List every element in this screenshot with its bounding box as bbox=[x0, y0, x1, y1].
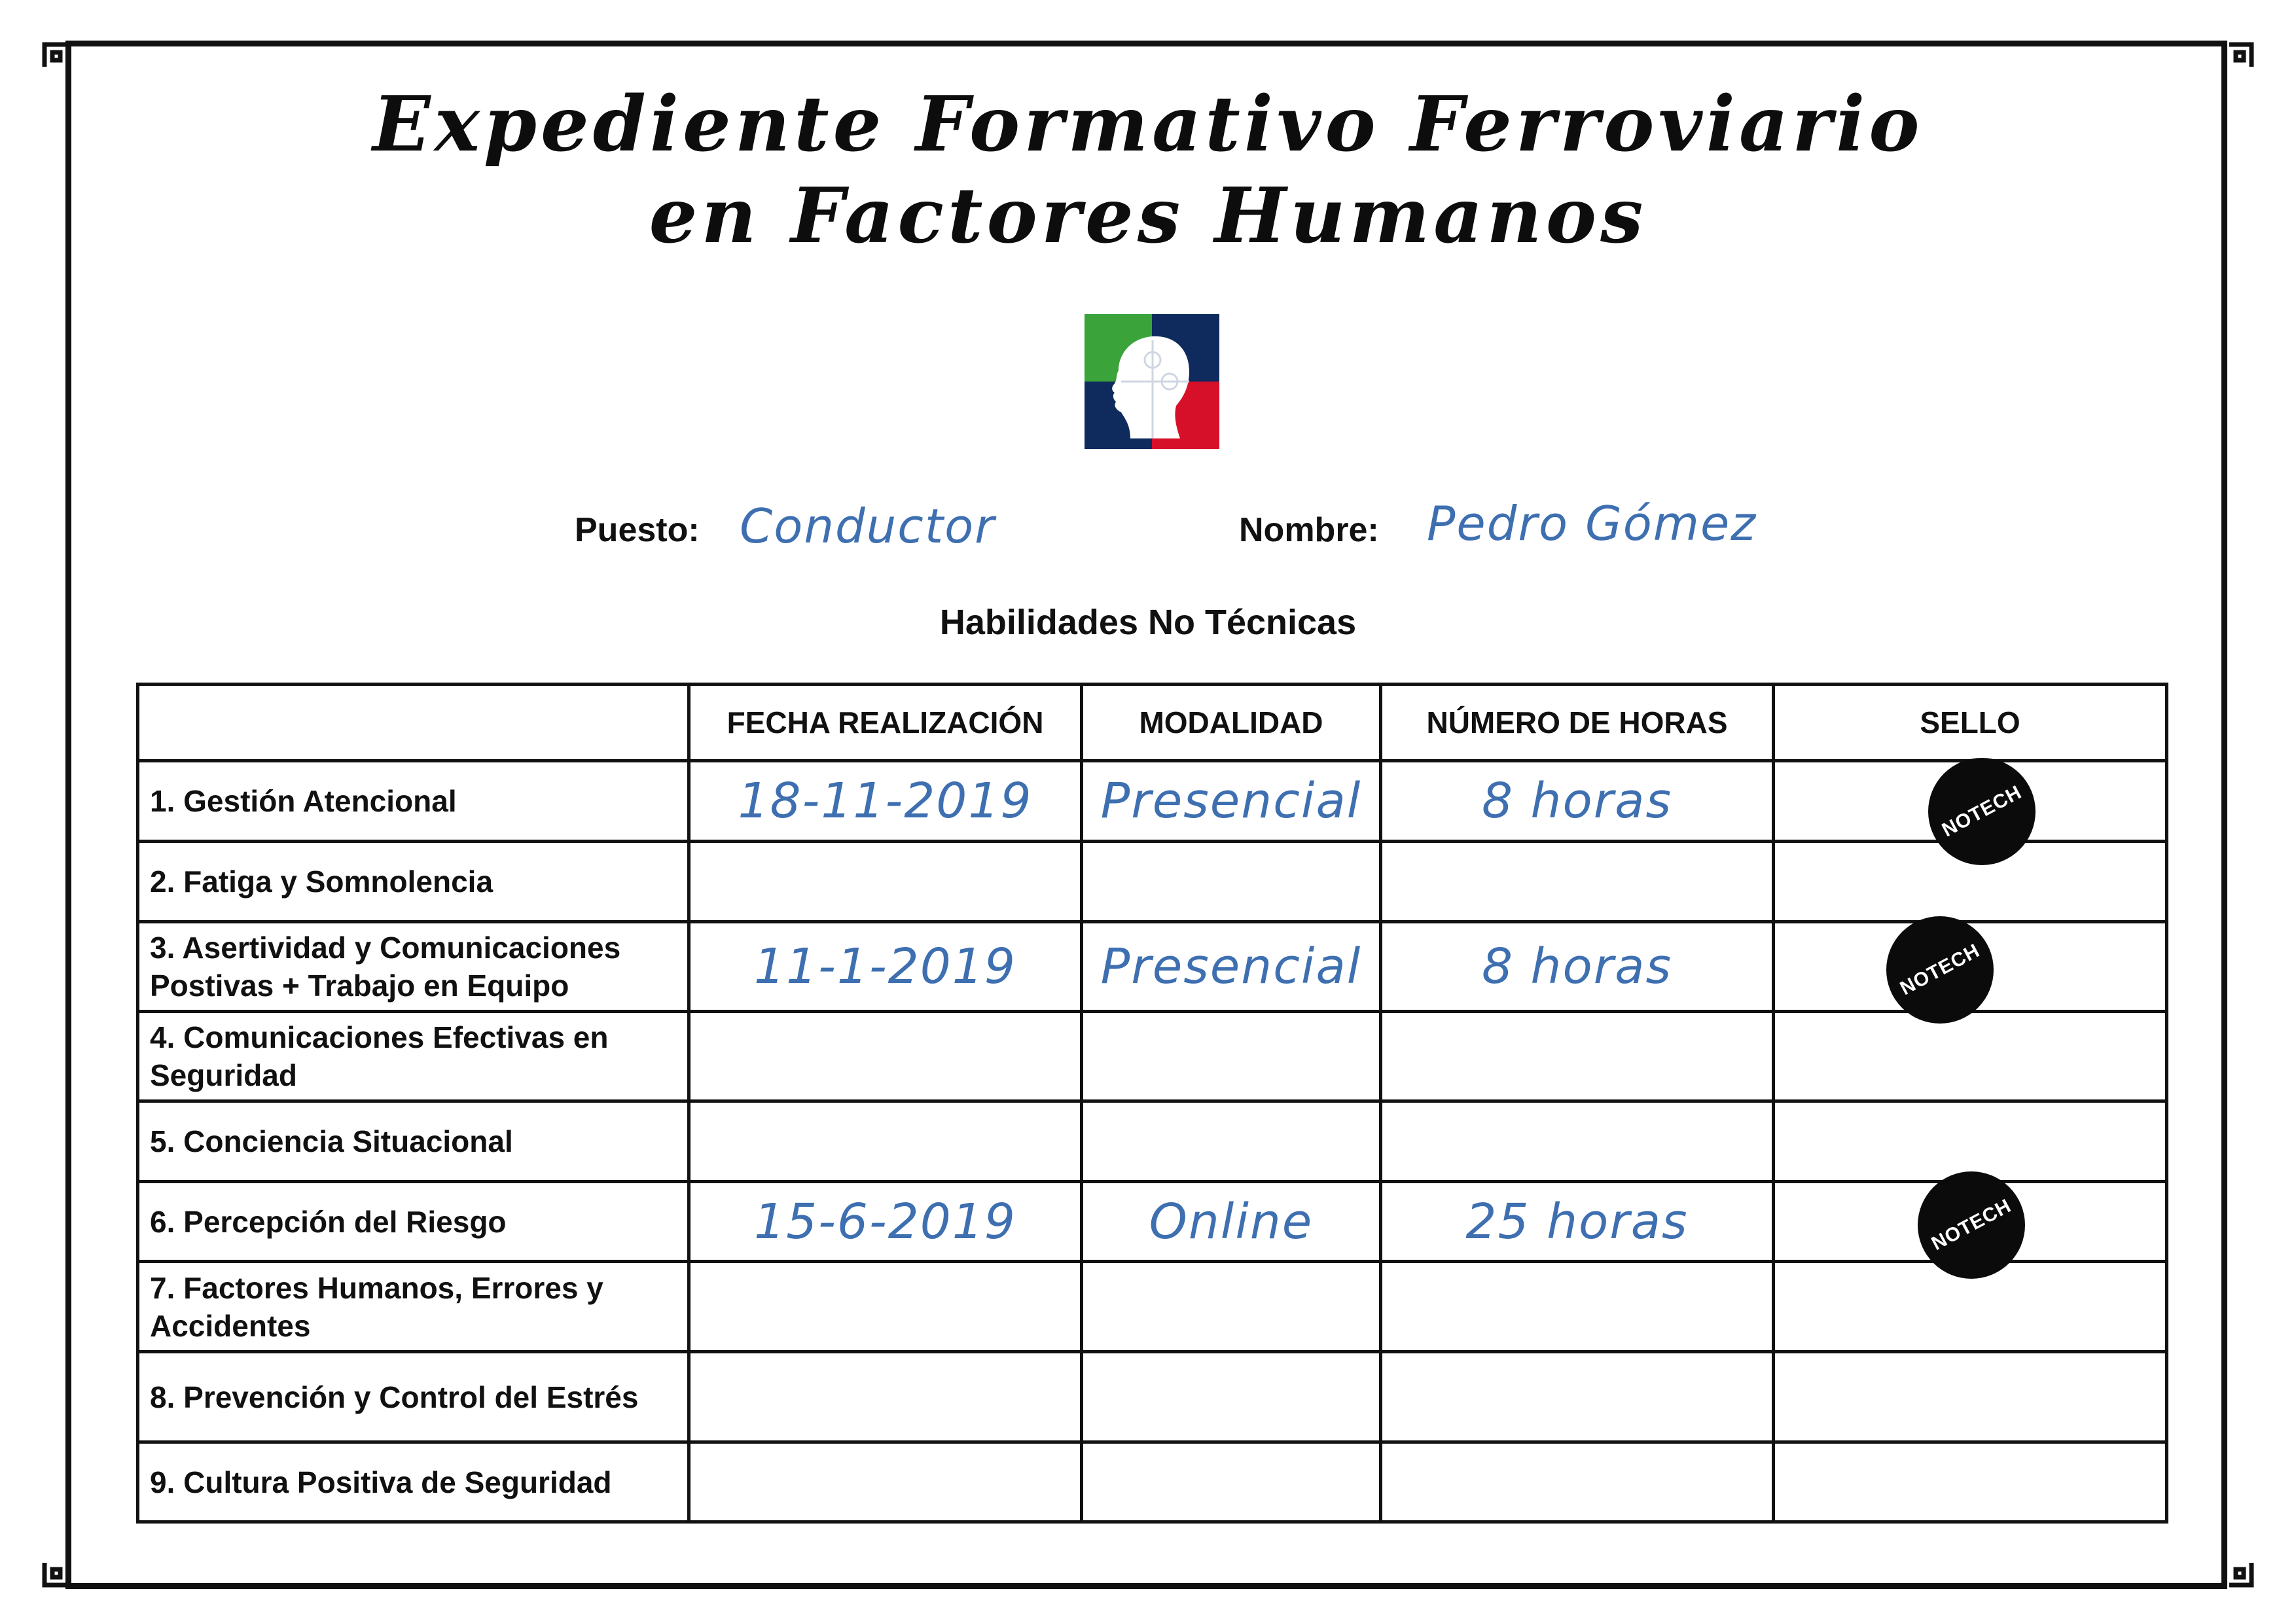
skill-name: 6. Percepción del Riesgo bbox=[138, 1182, 689, 1262]
horas-value: 8 horas bbox=[1481, 938, 1673, 995]
fecha-cell bbox=[689, 1012, 1082, 1101]
table-row bbox=[138, 1262, 2167, 1352]
modalidad-cell bbox=[1082, 1262, 1381, 1352]
modalidad-cell bbox=[1082, 1101, 1381, 1182]
puzzle-head-logo-icon bbox=[1085, 314, 1219, 449]
horas-cell bbox=[1381, 1352, 1774, 1442]
modalidad-cell bbox=[1082, 922, 1381, 1012]
corner-ornament-icon bbox=[2229, 41, 2255, 67]
table-row bbox=[138, 922, 2167, 1012]
modalidad-value: Online bbox=[1149, 1193, 1314, 1250]
skills-table bbox=[136, 683, 2168, 1524]
horas-cell bbox=[1381, 1101, 1774, 1182]
horas-cell bbox=[1381, 1262, 1774, 1352]
skill-name: 3. Asertividad y Comunicaciones Postivas + Trabajo en Equipo bbox=[138, 922, 689, 1012]
sello-cell bbox=[1774, 1442, 2167, 1522]
table-header-row bbox=[138, 685, 2167, 761]
corner-ornament-icon bbox=[41, 41, 67, 67]
page-title bbox=[0, 79, 2296, 262]
notech-stamp bbox=[1886, 916, 1994, 1024]
fecha-cell bbox=[689, 1442, 1082, 1522]
table-row bbox=[138, 1101, 2167, 1182]
fecha-value: 15-6-2019 bbox=[754, 1193, 1016, 1250]
nombre-value: Pedro Gómez bbox=[1427, 496, 1757, 551]
section-title: Habilidades No Técnicas bbox=[939, 603, 1357, 642]
modalidad-cell bbox=[1082, 761, 1381, 842]
fecha-cell bbox=[689, 1182, 1082, 1262]
fecha-cell bbox=[689, 922, 1082, 1012]
fecha-cell bbox=[689, 1101, 1082, 1182]
skill-name: 2. Fatiga y Somnolencia bbox=[138, 842, 689, 922]
skill-name: 9. Cultura Positiva de Seguridad bbox=[138, 1442, 689, 1522]
puesto-label: Puesto: bbox=[575, 511, 700, 549]
horas-value: 25 horas bbox=[1465, 1193, 1689, 1250]
table-row bbox=[138, 1182, 2167, 1262]
column-header-fecha: FECHA REALIZACIÓN bbox=[689, 685, 1082, 761]
title-line-2: en Factores Humanos bbox=[649, 171, 1647, 260]
corner-ornament-icon bbox=[41, 1563, 67, 1589]
puesto-value: Conductor bbox=[740, 499, 996, 554]
modalidad-cell bbox=[1082, 1442, 1381, 1522]
table-row bbox=[138, 1012, 2167, 1101]
notech-stamp bbox=[1928, 758, 2036, 865]
notech-stamp bbox=[1918, 1171, 2025, 1279]
column-header-modalidad: MODALIDAD bbox=[1082, 685, 1381, 761]
skill-name: 1. Gestión Atencional bbox=[138, 761, 689, 842]
fecha-value: 18-11-2019 bbox=[738, 773, 1033, 829]
table-row bbox=[138, 842, 2167, 922]
horas-value: 8 horas bbox=[1481, 773, 1673, 829]
skill-name: 8. Prevención y Control del Estrés bbox=[138, 1352, 689, 1442]
column-header bbox=[138, 685, 689, 761]
corner-ornament-icon bbox=[2229, 1563, 2255, 1589]
modalidad-cell bbox=[1082, 1182, 1381, 1262]
horas-cell bbox=[1381, 1182, 1774, 1262]
modalidad-value: Presencial bbox=[1100, 773, 1362, 829]
horas-cell bbox=[1381, 761, 1774, 842]
column-header-sello: SELLO bbox=[1774, 685, 2167, 761]
horas-cell bbox=[1381, 1442, 1774, 1522]
skill-name: 4. Comunicaciones Efectivas en Seguridad bbox=[138, 1012, 689, 1101]
horas-cell bbox=[1381, 1012, 1774, 1101]
stamp-text: NOTECH bbox=[1896, 939, 1984, 1000]
table-row bbox=[138, 1442, 2167, 1522]
table-row bbox=[138, 1352, 2167, 1442]
horas-cell bbox=[1381, 842, 1774, 922]
fecha-cell bbox=[689, 1352, 1082, 1442]
modalidad-cell bbox=[1082, 842, 1381, 922]
nombre-label: Nombre: bbox=[1239, 511, 1379, 549]
stamp-text: NOTECH bbox=[1928, 1194, 2015, 1255]
fecha-cell bbox=[689, 761, 1082, 842]
stamp-text: NOTECH bbox=[1938, 781, 2026, 842]
modalidad-cell bbox=[1082, 1012, 1381, 1101]
fecha-cell bbox=[689, 842, 1082, 922]
fecha-cell bbox=[689, 1262, 1082, 1352]
column-header-horas: NÚMERO DE HORAS bbox=[1381, 685, 1774, 761]
title-line-1: Expediente Formativo Ferroviario bbox=[372, 80, 1924, 169]
fecha-value: 11-1-2019 bbox=[754, 938, 1016, 995]
horas-cell bbox=[1381, 922, 1774, 1012]
modalidad-value: Presencial bbox=[1100, 938, 1362, 995]
skill-name: 5. Conciencia Situacional bbox=[138, 1101, 689, 1182]
sello-cell bbox=[1774, 1101, 2167, 1182]
skill-name: 7. Factores Humanos, Errores y Accidentes bbox=[138, 1262, 689, 1352]
modalidad-cell bbox=[1082, 1352, 1381, 1442]
table-row bbox=[138, 761, 2167, 842]
sello-cell bbox=[1774, 1352, 2167, 1442]
sello-cell bbox=[1774, 1012, 2167, 1101]
